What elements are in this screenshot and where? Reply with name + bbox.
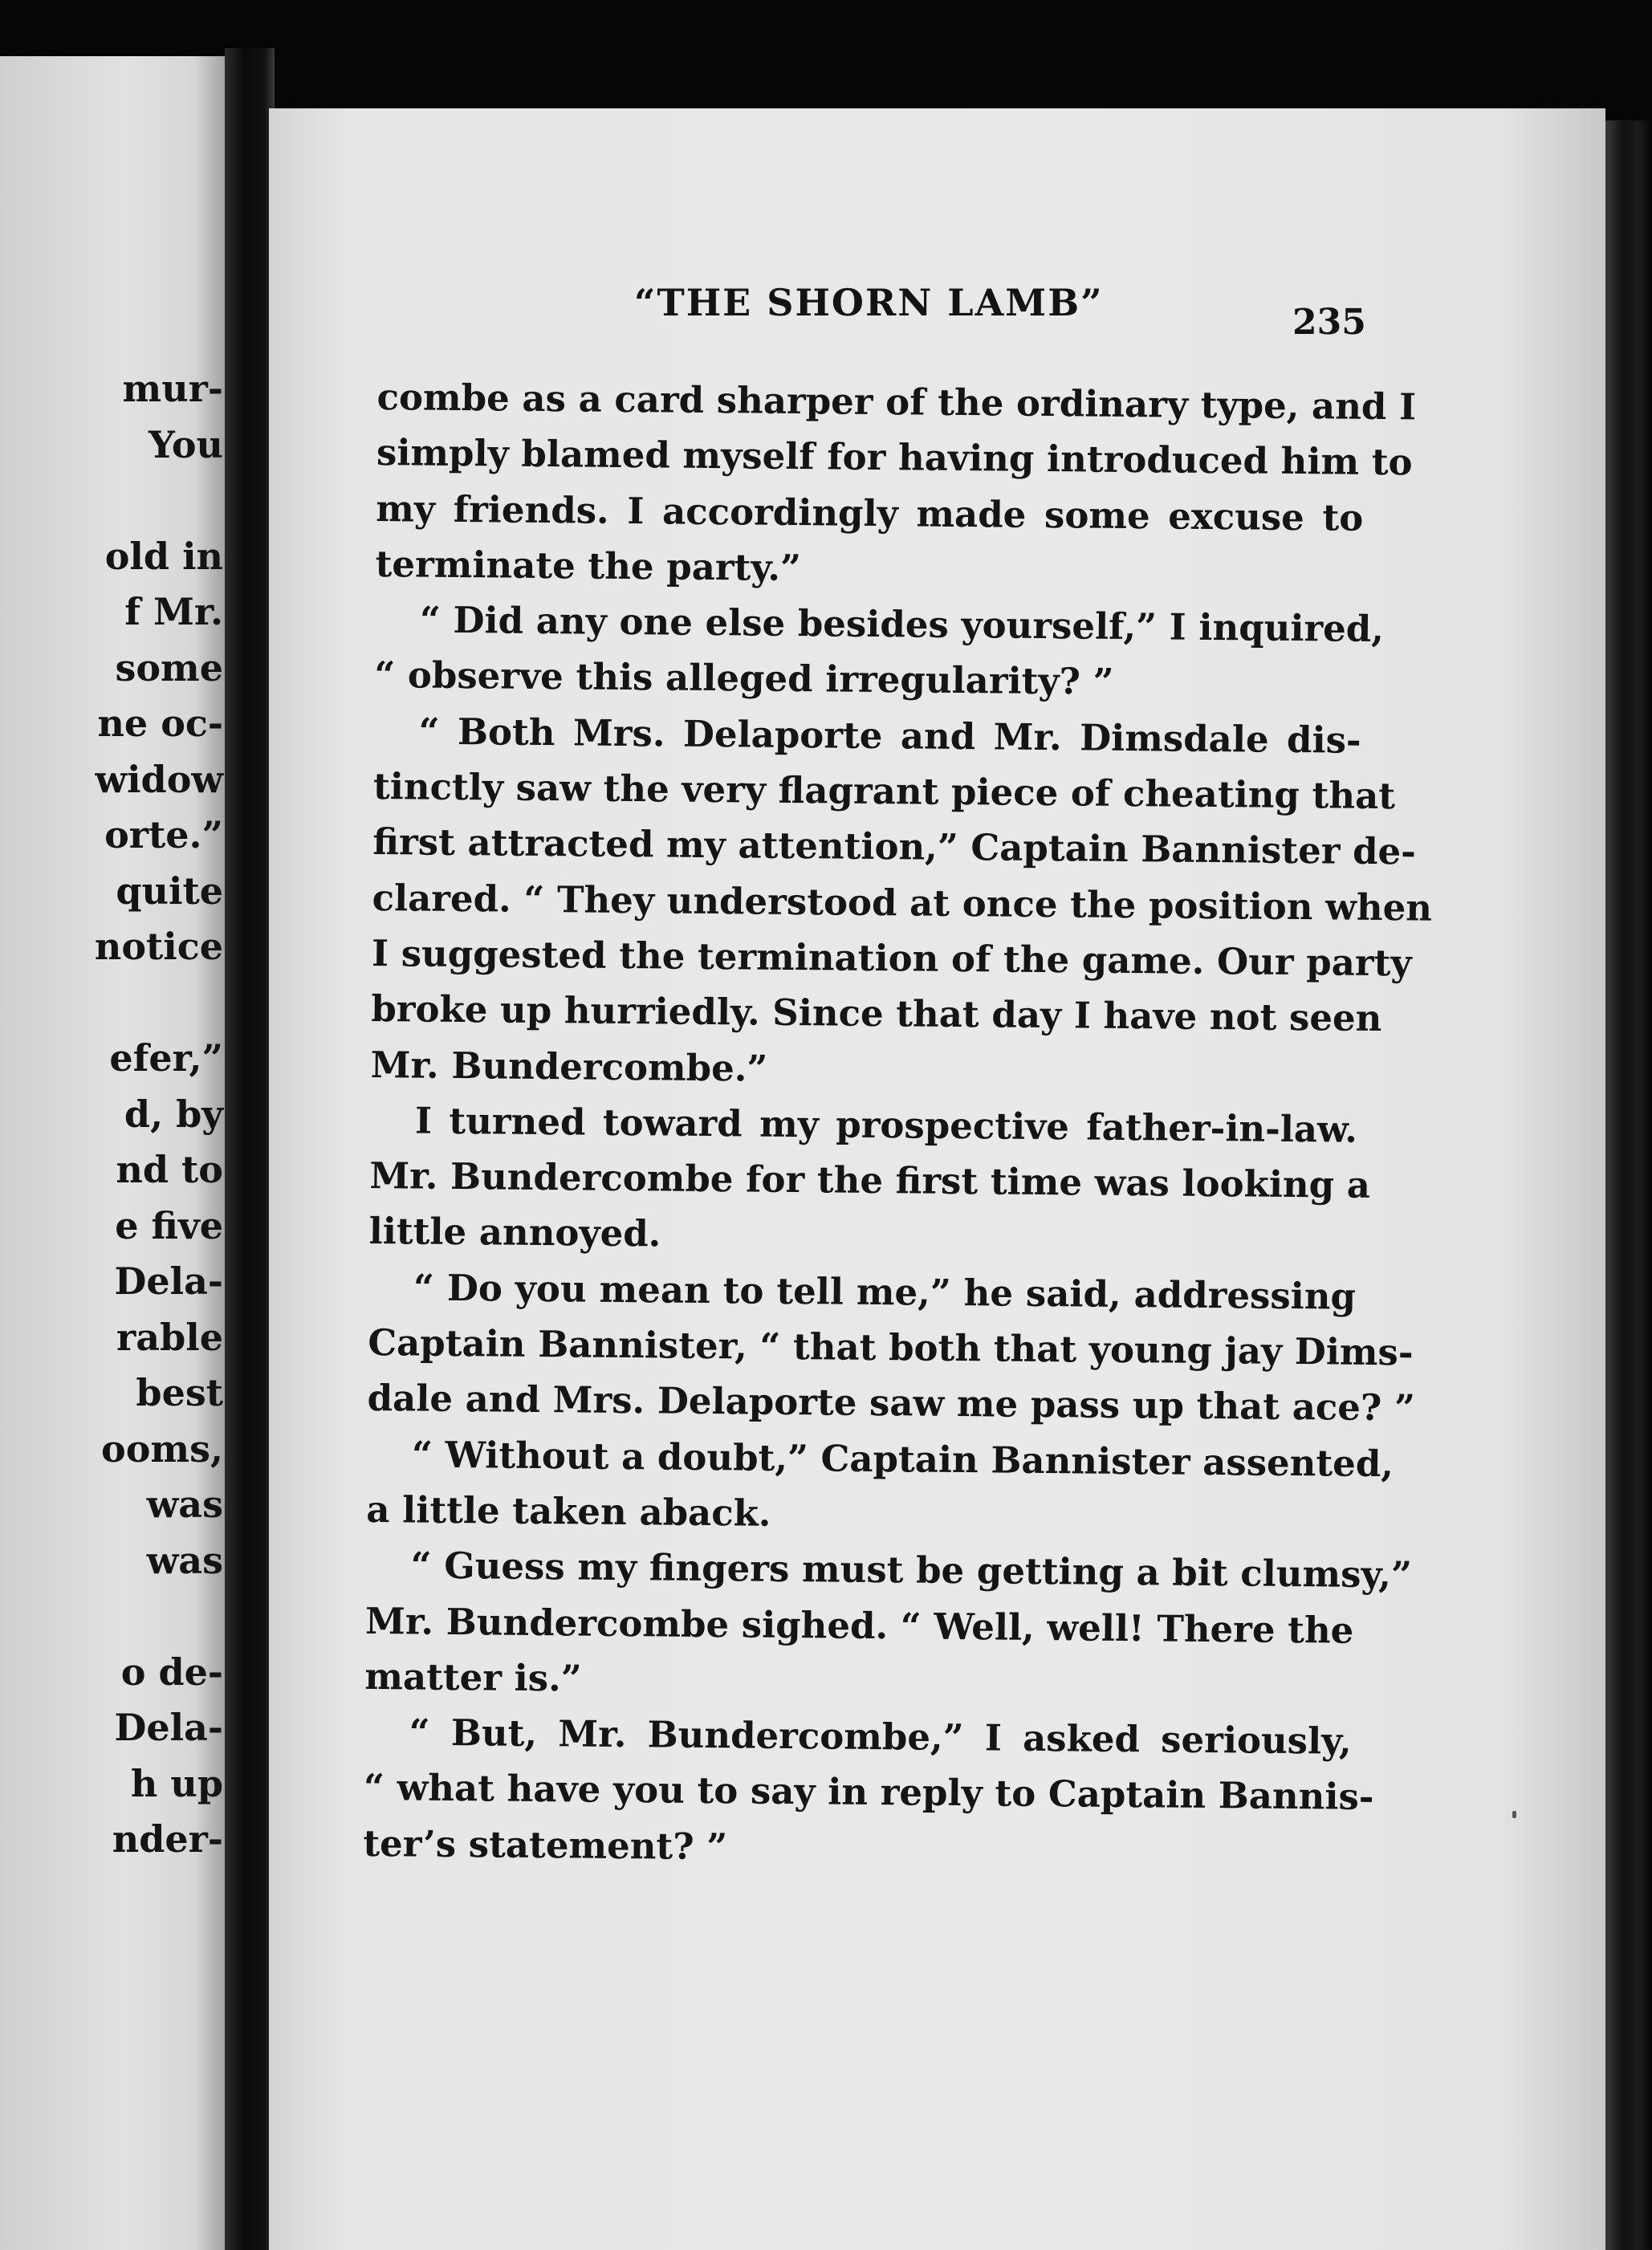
left-fragment: notice [94, 925, 223, 968]
paper-speck [1512, 1811, 1516, 1818]
text-line: “ observe this alleged irregularity? ” [374, 653, 1114, 704]
left-fragment: some [115, 645, 223, 690]
left-fragment: nder- [112, 1817, 223, 1861]
text-line: little annoyed. [368, 1210, 661, 1255]
left-fragment [0, 975, 223, 1031]
text-line: first attracted my attention,” Captain Bannister de- [372, 820, 1417, 873]
text-line: a little taken aback. [366, 1487, 771, 1535]
left-fragment: quite [116, 869, 223, 913]
left-fragment: was [146, 1538, 223, 1582]
left-fragment: orte.” [104, 813, 223, 856]
left-page-text-fragments [0, 361, 223, 1868]
text-line: dale and Mrs. Delaporte saw me pass up that ace? ” [367, 1377, 1416, 1430]
left-fragment: was [146, 1483, 223, 1526]
left-fragment: o de- [120, 1650, 223, 1694]
text-line: clared. “ They understood at once the position when [372, 876, 1433, 930]
text-line: matter is.” [364, 1654, 582, 1700]
page-body [363, 369, 1433, 1881]
left-fragment [0, 473, 223, 529]
text-line: simply blamed myself for having introduced him to [376, 431, 1413, 484]
left-fragment: best [136, 1371, 223, 1414]
text-line: “ But, Mr. Bundercombe,” I asked seriously, [409, 1711, 1352, 1763]
left-fragment: rable [116, 1315, 223, 1359]
left-fragment: f Mr. [124, 590, 223, 633]
left-fragment [0, 1589, 223, 1645]
text-line: terminate the party.” [375, 542, 802, 589]
left-fragment: Dela- [114, 1259, 223, 1303]
text-line: broke up hurriedly. Since that day I have not seen [371, 987, 1382, 1040]
text-line: “ Did any one else besides yourself,” I inquired, [419, 598, 1385, 651]
left-fragment: Dela- [114, 1706, 223, 1749]
text-line: “ Without a doubt,” Captain Bannister assented, [411, 1433, 1394, 1485]
left-fragment: You [149, 422, 223, 466]
left-fragment: h up [130, 1761, 223, 1805]
text-line: Mr. Bundercombe for the first time was looking a [369, 1154, 1371, 1207]
left-fragment: mur- [122, 367, 223, 410]
text-line: “ what have you to say in reply to Captain Bannis- [363, 1766, 1374, 1819]
left-fragment: widow [95, 757, 223, 801]
left-fragment: e five [115, 1203, 223, 1247]
text-line: I turned toward my prospective father-in-law. [414, 1099, 1358, 1151]
text-line: ter’s statement? ” [363, 1821, 728, 1868]
text-line: tinctly saw the very flagrant piece of cheating that [372, 765, 1396, 818]
text-line: Captain Bannister, “ that both that young jay Dims- [368, 1320, 1414, 1374]
left-fragment: d, by [124, 1092, 223, 1136]
text-line: I suggested the termination of the game. Our party [371, 931, 1412, 985]
text-line: my friends. I accordingly made some excuse to [376, 486, 1364, 539]
text-line: Mr. Bundercombe.” [370, 1043, 768, 1090]
left-fragment: nd to [116, 1148, 223, 1191]
text-line: Mr. Bundercombe sighed. “ Well, well! There the [364, 1599, 1354, 1652]
left-fragment: ooms, [101, 1426, 223, 1471]
left-fragment: ne oc- [97, 702, 223, 745]
text-line: combe as a card sharper of the ordinary type, and I [376, 375, 1417, 429]
page-number: 235 [1292, 302, 1366, 343]
book-gutter [225, 48, 275, 2250]
text-line: “ Guess my fingers must be getting a bit clumsy,” [410, 1544, 1413, 1597]
running-title: “THE SHORN LAMB” [634, 281, 1104, 324]
left-facing-page [0, 56, 229, 2250]
left-fragment: old in [104, 534, 223, 578]
page-edge-shadow [1605, 120, 1652, 2250]
text-line: “ Both Mrs. Delaporte and Mr. Dimsdale dis- [418, 710, 1361, 762]
left-fragment: efer,” [109, 1036, 223, 1080]
text-line: “ Do you mean to tell me,” he said, addressing [413, 1266, 1357, 1318]
